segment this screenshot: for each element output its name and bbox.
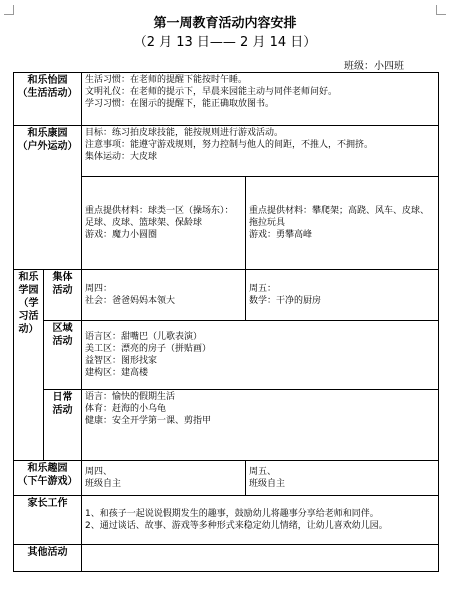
outdoor-line: 集体运动：大皮球 [85, 152, 158, 163]
group-friday-day: 周五： [249, 283, 277, 294]
group-activity-label: 集体 活动 [44, 270, 82, 321]
daily-line: 语言：愉快的假期生活 [85, 392, 176, 402]
play-thursday-day: 周四、 [85, 466, 113, 477]
daily-activity-label: 日常 活动 [44, 390, 82, 461]
play-friday-day: 周五、 [249, 466, 277, 477]
study-daily-row [14, 390, 439, 461]
outdoor-right-materials: 重点提供材料：攀爬架；高跷、风车、皮球、拖拉玩具 [249, 205, 430, 228]
family-line: 1、和孩子一起说说假期发生的趣事，鼓励幼儿将趣事分享给老师和同伴。 [85, 508, 379, 519]
outdoor-line: 目标：练习拍皮球技能，能按规则进行游戏活动。 [85, 128, 284, 138]
study-group-row [14, 270, 439, 321]
daily-activity-content [82, 390, 439, 461]
play-friday-content [246, 461, 439, 496]
area-line: 语言区：甜嘴巴（儿歌表演） [85, 331, 203, 342]
group-friday-topic: 数学：干净的厨房 [249, 296, 322, 306]
family-content [82, 496, 439, 545]
study-label: 和乐 学园 （学 习活 动） [14, 270, 44, 461]
page-title: 第一周教育活动内容安排 [153, 16, 297, 31]
outdoor-right-content [246, 177, 439, 270]
class-label: 班级：小四班 [344, 61, 404, 72]
area-line: 美工区：漂亮的房子（拼贴画） [85, 343, 212, 354]
group-thursday-day: 周四： [85, 283, 113, 294]
area-activity-label: 区域 活动 [44, 321, 82, 390]
play-row [14, 461, 439, 496]
family-row [14, 496, 439, 545]
area-line: 益智区：图形找家 [85, 356, 158, 366]
play-label: 和乐趣园 （下午游戏） [14, 461, 82, 496]
play-friday-text: 班级自主 [249, 479, 286, 489]
area-line: 建构区：建高楼 [85, 368, 149, 379]
life-content [82, 73, 439, 126]
group-friday-content [246, 270, 439, 321]
play-thursday-text: 班级自主 [85, 479, 122, 489]
life-row [14, 73, 439, 126]
date-range: （2 月 13 日—— 2 月 14 日） [133, 35, 317, 50]
group-thursday-content [82, 270, 246, 321]
play-thursday-content [82, 461, 246, 496]
life-line: 学习习惯：在图示的提醒下，能正确取放图书。 [85, 99, 275, 110]
other-label: 其他活动 [14, 545, 82, 572]
outdoor-label: 和乐康园 （户外运动） [14, 126, 82, 270]
family-line: 2、通过谈话、故事、游戏等多种形式来稳定幼儿情绪，让幼儿喜欢幼儿园。 [85, 521, 388, 531]
family-label: 家长工作 [14, 496, 82, 545]
daily-line: 体育：赶海的小乌龟 [85, 404, 167, 415]
outdoor-right-game: 游戏：勇攀高峰 [249, 230, 313, 241]
outdoor-line: 注意事项：能遵守游戏规则，努力控制与他人的间距，不推人，不拥挤。 [85, 140, 374, 151]
life-label: 和乐怡园 （生活活动） [14, 73, 82, 126]
outdoor-left-game: 游戏：魔力小圆圈 [85, 230, 158, 241]
life-line: 文明礼仪：在老师的提示下，早晨来园能主动与同伴老师问好。 [85, 87, 338, 98]
outdoor-left-content [82, 177, 246, 270]
other-content [82, 545, 439, 572]
schedule-table [13, 72, 439, 572]
outdoor-goal-content [82, 126, 439, 177]
outdoor-left-materials: 重点提供材料：球类一区（操场东）：足球、皮球、篮球架、保龄球 [85, 205, 234, 228]
area-activity-content [82, 321, 439, 390]
group-thursday-topic: 社会：爸爸妈妈本领大 [85, 296, 176, 306]
daily-line: 健康：安全开学第一课、剪指甲 [85, 416, 212, 427]
life-line: 生活习惯：在老师的提醒下能按时午睡。 [85, 75, 248, 85]
outdoor-row-top [14, 126, 439, 177]
other-row [14, 545, 439, 572]
study-area-row [14, 321, 439, 390]
